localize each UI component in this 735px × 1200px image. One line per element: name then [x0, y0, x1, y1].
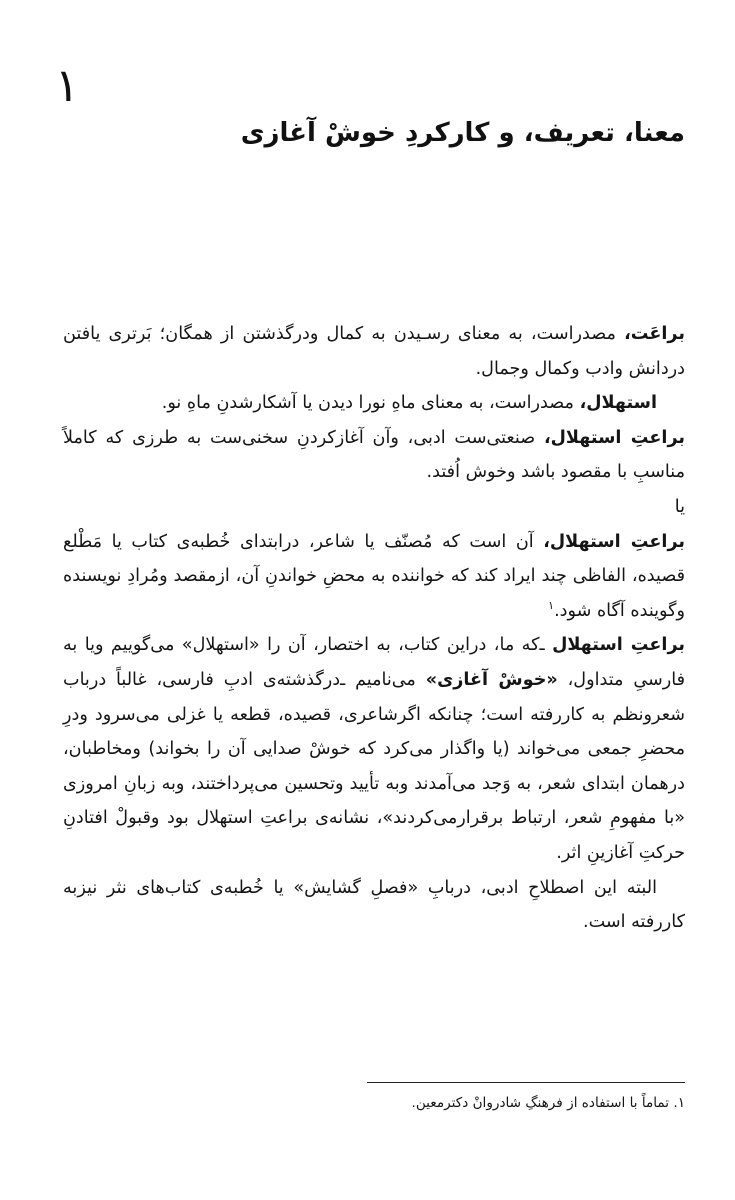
footnote-number: ۱. [673, 1095, 685, 1111]
paragraph-prose-usage [63, 871, 685, 940]
footnote-text: تماماً با استفاده از فرهنگِ شادروانْ دکترمعین. [411, 1095, 674, 1111]
term-baraat-estehlal: براعتِ استهلال، [543, 531, 685, 552]
paragraph-or [63, 490, 685, 525]
paragraph-khosh-aghazi [63, 628, 685, 870]
term-baraat-estehlal: براعتِ استهلال [552, 635, 685, 656]
paragraph-text: مصدراست، به معنای رسـیدن به کمال ودرگذشتن از همگان؛ بَرتری یافتن دردانش وادب وکمال وجمال. [63, 324, 685, 379]
term-khosh-aghazi: «خوشْ آغازی» [425, 669, 558, 690]
paragraph-text: صنعتی‌ست ادبی، وآن آغازکردنِ سخنی‌ست به طرزی که کاملاً مناسبِ با مقصود باشد وخوش اُفتد. [63, 427, 685, 483]
paragraph-text: ـ‌که ما، دراین کتاب، به اختصار، آن را «استهلال» می‌گوییم ویا به فارسی‌ِ متداول، [63, 635, 685, 690]
paragraph-estehlal [63, 386, 685, 421]
term-baraat: براعَت، [624, 324, 685, 344]
paragraph-text: البته این اصطلاحِ ادبی، دربابِ «فصلِ گشایش» یا خُطبه‌ی کتاب‌های نثر نیزبه کاررفته است. [63, 877, 685, 933]
footnote-divider [367, 1082, 685, 1083]
term-baraat-estehlal: براعتِ استهلال، [543, 427, 685, 448]
or-conjunction: یا [674, 496, 685, 517]
footnote [63, 1092, 685, 1114]
paragraph-text: آن است که مُصنّف یا شاعر، درابتدای خُطبه‌ی کتاب یا مَطْلع قصیده، الفاظی چند ایراد کند که خواننده به محضِ خواندنِ آن، ازمقصد ومُرادِ نویسنده وگوینده آگاه شود. [63, 531, 685, 621]
chapter-title: معنا، تعریف، و کارکردِ خوشْ آغازی [240, 118, 685, 148]
paragraph-definition-1 [63, 421, 685, 490]
body-text [63, 317, 685, 940]
paragraph-text: مصدراست، به معنای ماهِ نورا دیدن یا آشکارشدنِ ماهِ نو. [161, 393, 580, 414]
paragraph-definition-2 [63, 525, 685, 629]
footnote-reference: ۱ [548, 598, 555, 612]
paragraph-text: می‌نامیم ـ‌درگذشته‌ی ادبِ فارسی، غالباً درباب شعرونظم به کاررفته است؛ چنانکه اگرشاعری، قصیده، قطعه یا غزلی می‌سرود ودرِ محضرِ جمعی می‌خواند (یا واگذار می‌کرد که خوشْ صدایی آن را بخواند) ومخاطبان، درهمان ابتدای شعر، به وَجد می‌آمدند وبه تأیید وتحسین می‌پرداختند، وبه زبانِ امروزی «با مفهومِ شعر، ارتباط برقرارمی‌کردند»، نشانه‌ی براعتِ استهلال بود وقبولْ افتادنِ حرکتِ آغازینِ اثر. [63, 669, 685, 863]
term-estehlal: استهلال، [579, 393, 657, 414]
paragraph-baraat [63, 317, 685, 386]
chapter-number: ۱ [54, 58, 80, 112]
